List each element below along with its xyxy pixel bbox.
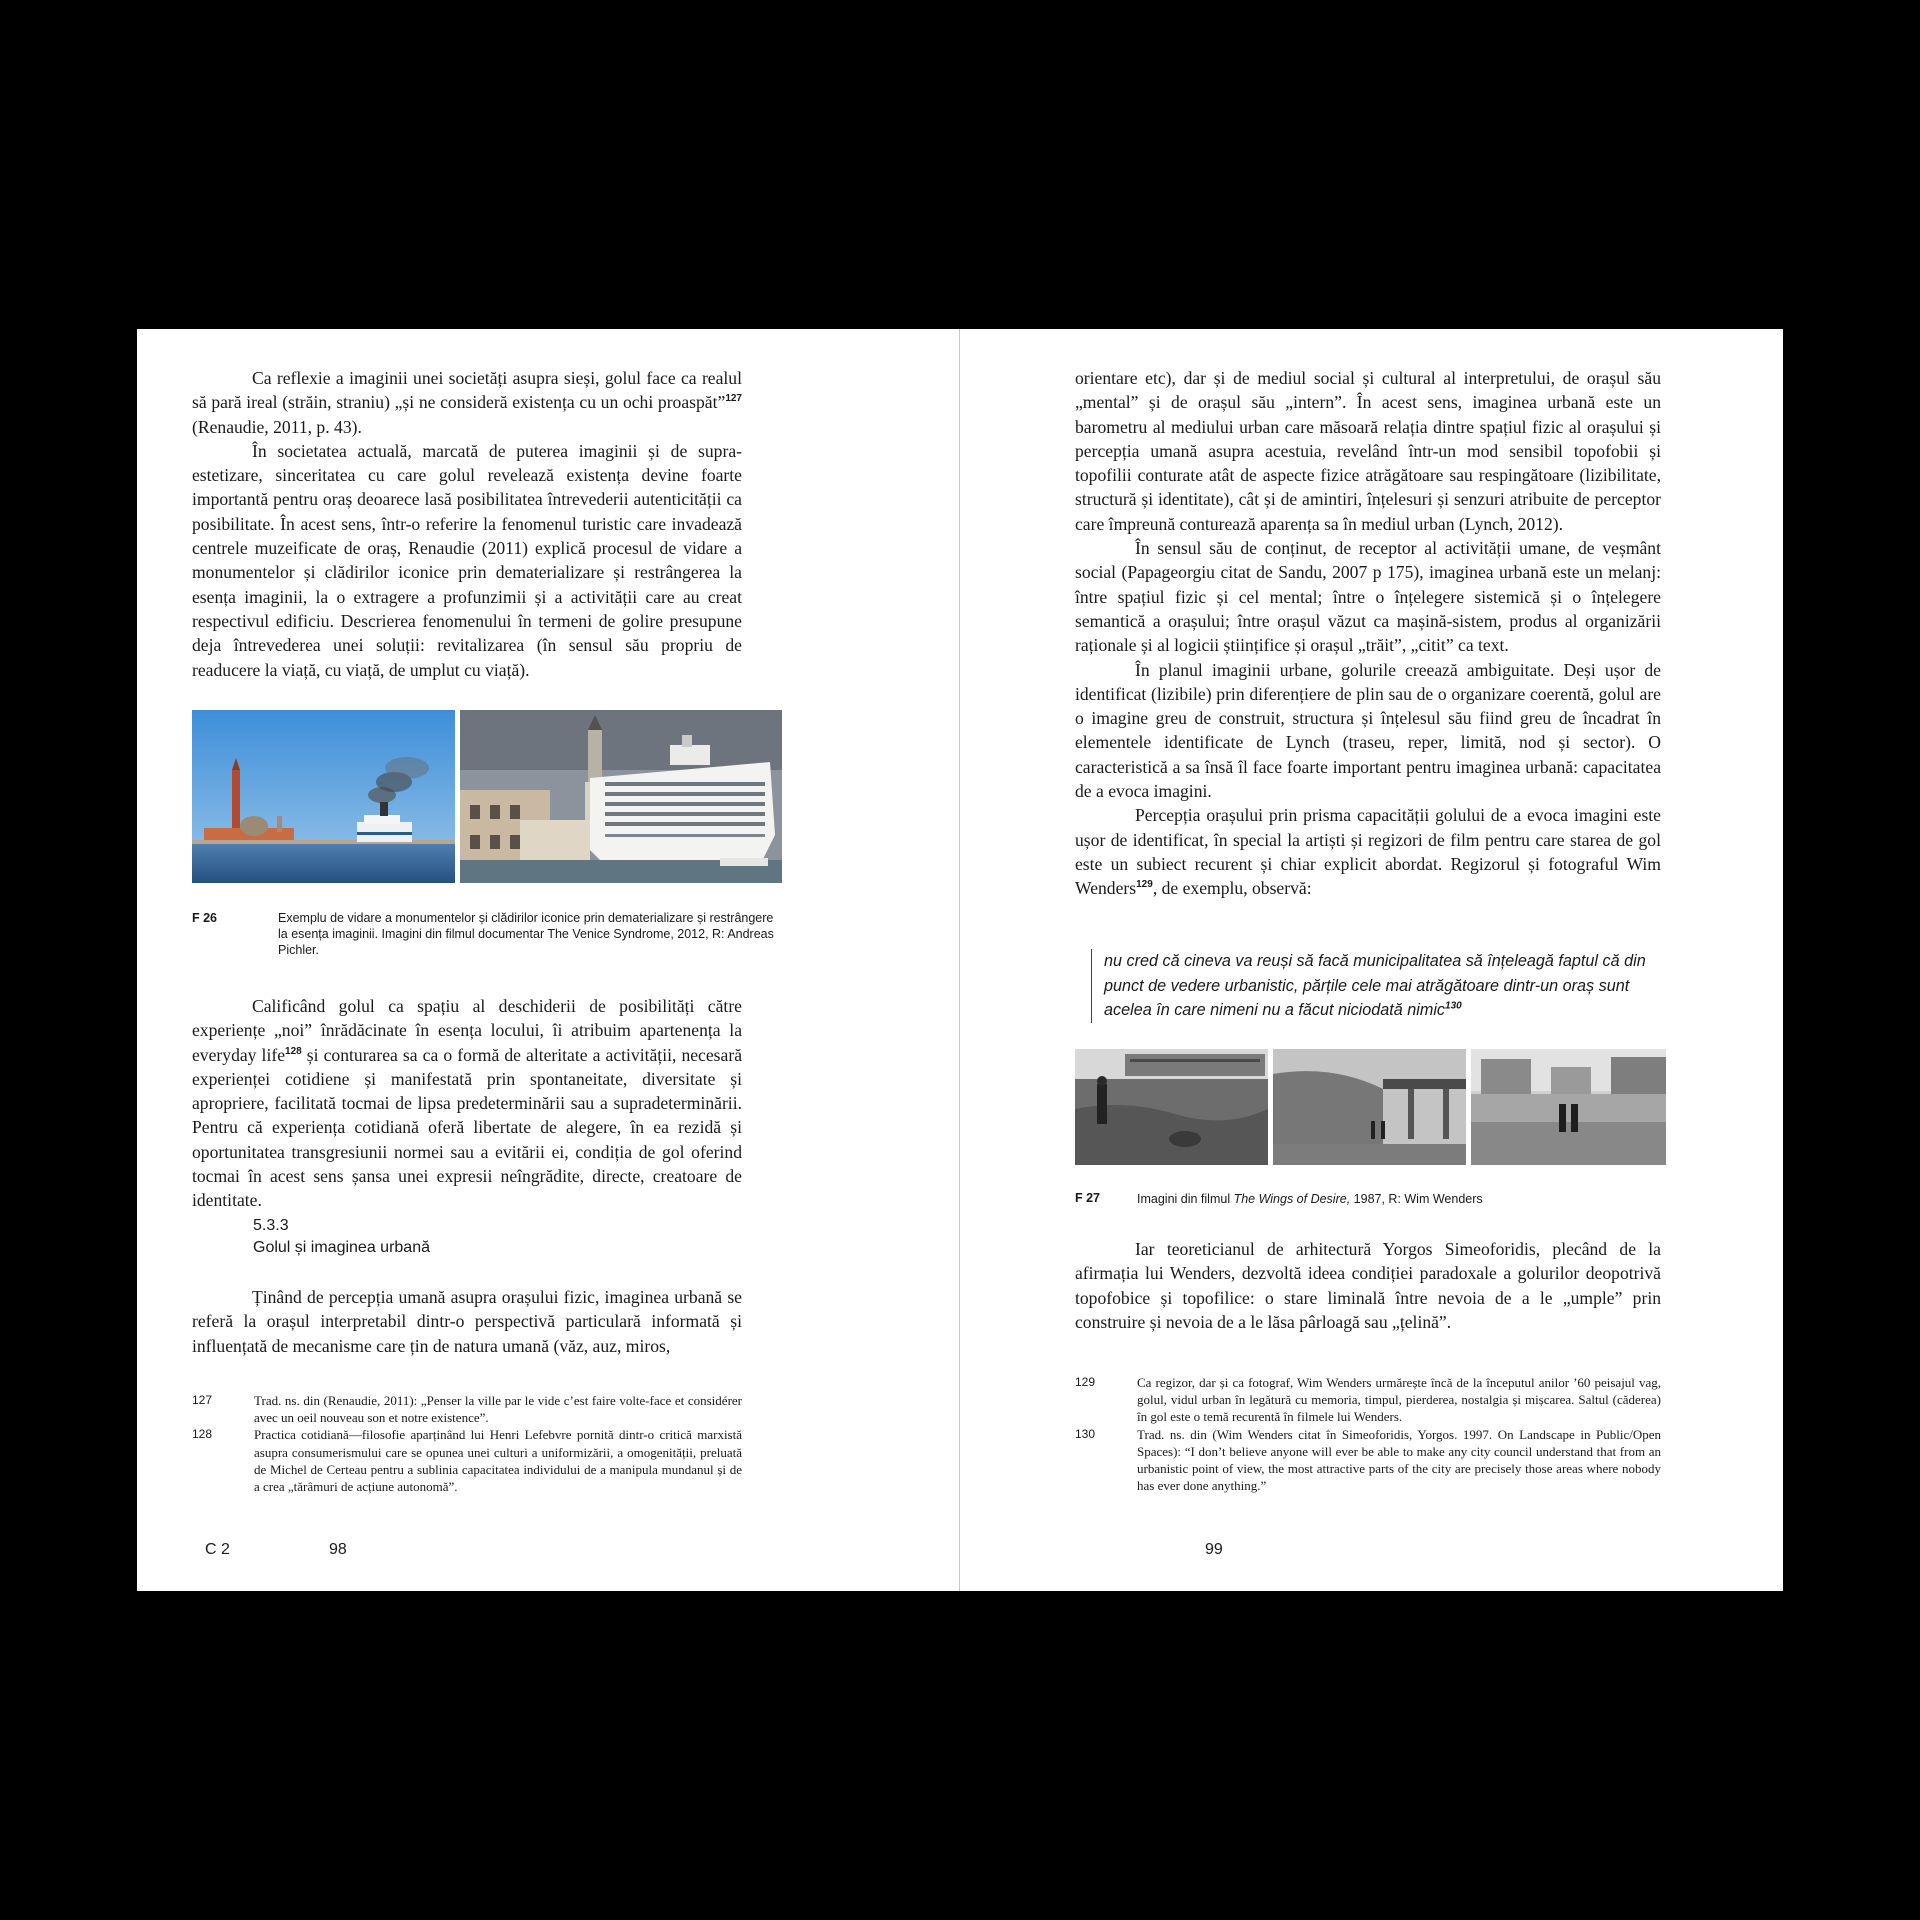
footnote-ref[interactable]: 127 — [725, 393, 742, 405]
section-title: Golul și imaginea urbană — [253, 1239, 430, 1256]
figure-caption: Imagini din filmul The Wings of Desire, 1987, R: Wim Wenders — [1137, 1192, 1483, 1206]
paragraph: Percepția orașului prin prisma capacității golului de a evoca imagini este ușor de identificat, în special la artiști și regizori de film pentru care starea de gol este un subiect recurent și chiar explicit abordat. Regizorul și fotograful Wim Wenders$^{129}$, de exemplu, observă: — [1075, 805, 1661, 899]
paragraph: În sensul său de conținut, de receptor al activității umane, de veșmânt social (Papageorgiu citat de Sandu, 2007 p 175), imaginea urbană este un melanj: între spațiul fizic și cel mental; între o înțelegere sistemică și o înțelegere semantică a orașului; între orașul văzut ca mașină-sistem, produs al organizării raționale și al logicii științifice și orașul „trăit”, „citit” ca text. — [1075, 538, 1661, 656]
venice-skyline-photo — [192, 710, 455, 883]
figure-label: F 27 — [1075, 1191, 1101, 1205]
paragraph: Ca reflexie a imaginii unei societăți asupra sieși, golul face ca realul să pară ireal (străin, straniu) „și ne consideră existența cu un ochi proaspăt”$^{127}$ (Renaudie, 2011, p. 43). — [192, 368, 742, 437]
footnote-ref[interactable]: 130 — [1445, 1000, 1462, 1012]
page-number: 98 — [329, 1541, 347, 1558]
footnote-number: 127 — [192, 1393, 213, 1407]
section-heading — [253, 1215, 430, 1259]
paragraph: În societatea actuală, marcată de puterea imaginii și de supra-estetizare, sinceritatea cu care golul revelează existența devine foarte importantă pentru oraș deoarece lasă posibilitatea întrevederii autenticității ca posibilitate. În acest sens, într-o referire la fenomenul turistic care invadează centrele muzeificate de oraș, Renaudie (2011) explică procesul de vidare a monumentelor și clădirilor iconice prin dematerializare și restrângerea la esența imaginii, la o extragere a profunzimii și a activității care au creat respectivul edificiu. Descrierea fenomenului în termeni de golire presupune deja întrevederea unei soluții: revitalizarea (în sensul său propriu de readucere la viață, cu viață, de umplut cu viață). — [192, 440, 742, 680]
right-body-text-1 — [1075, 366, 1661, 901]
wings-of-desire-photo-1 — [1075, 1049, 1268, 1165]
paragraph: Calificând golul ca spațiu al deschiderii de posibilități către experiențe „noi” înrădăcinate în esența locului, îi atribuim apartenența la everyday life$^{128}$ și conturarea sa ca o formă de alteritate a activității, necesară experienței cotidiene și manifestată prin spontaneitate, diversitate și apropriere, facilitată tocmai de lipsa predeterminării sau a supradeterminării. Pentru că experiența cotidiană oferă libertate de alegere, în ea rezidă și oportunitatea transgresiunii normei sau a evitării ei, condiția de gol oferind tocmai în acest sens șansa unei expresii neîngrădite, directe, creatoare de identitate. — [192, 996, 743, 1211]
wings-of-desire-photo-3 — [1471, 1049, 1666, 1165]
paragraph: În planul imaginii urbane, golurile creează ambiguitate. Deși ușor de identificat (lizibile) prin diferențiere de plin sau de o organizare coerentă, golul are o imagine greu de construit, structura și înțelesul său fiind greu de încadrat în elementele identificate de Lynch (traseu, reper, limită, nod și sector). O caracteristică a sa însă îl face foarte important pentru imaginea urbană: capacitatea de a evoca imagini. — [1075, 659, 1661, 802]
right-page — [960, 329, 1783, 1591]
chapter-marker: C 2 — [205, 1541, 230, 1558]
footnote-ref[interactable]: 129 — [1136, 879, 1153, 891]
left-body-text-3 — [192, 1285, 742, 1358]
paragraph: orientare etc), dar și de mediul social și cultural al interpretului, de orașul său „mental” și de orașul său „intern”. În acest sens, imaginea urbană este un barometru al mediului urban care măsoară relația dintre spațiul fizic al orașului și percepția umană asupra acestuia, revelând într-un mod sensibil topofobii și topofilii conturate atât de aspecte fizice atrăgătoare sau respingătoare (lizibilitate, structură și identitate), cât și de amintiri, înțelesuri și senzuri atribuite de perceptor care împreună conturează aparența sa în mediul urban (Lynch, 2012). — [1075, 368, 1661, 534]
left-page — [137, 329, 959, 1591]
footnote-number: 129 — [1075, 1375, 1096, 1389]
footnote: 129 Ca regizor, dar și ca fotograf, Wim Wenders urmărește încă de la începutul anilor ’60 peisajul vag, golul, vidul urban în legătură cu memoria, timpul, pierderea, nostalgia și mișcarea. Saltul (căderea) în gol este o temă recurentă în filmele lui Wenders. — [1075, 1375, 1661, 1425]
left-body-text-2 — [192, 994, 742, 1213]
left-footnotes — [192, 1392, 742, 1495]
venice-cruise-ship-photo — [460, 710, 782, 883]
footnote-number: 130 — [1075, 1426, 1096, 1441]
paragraph: Ținând de percepția umană asupra orașului fizic, imaginea urbană se referă la orașul interpretabil dintr-o perspectivă particulară informată și influențată de mecanisme care țin de natura umană (văz, auz, miros, — [192, 1287, 742, 1356]
footnote-number: 128 — [192, 1427, 213, 1442]
footnote-ref[interactable]: 128 — [285, 1045, 302, 1057]
page-number: 99 — [1205, 1541, 1223, 1558]
right-footnotes — [1075, 1374, 1661, 1494]
section-number: 5.3.3 — [253, 1217, 289, 1234]
footnote: 130 Trad. ns. din (Wim Wenders citat în Simeoforidis, Yorgos. 1997. On Landscape in Public/Open Spaces): “I don’t believe anyone will ever be able to make any city council understand that from an urbanistic point of view, the most attractive parts of the city are precisely those areas where nobody has ever done anything.” — [1075, 1426, 1661, 1494]
book-spread — [137, 329, 1783, 1591]
figure-label: F 26 — [192, 911, 218, 925]
footnote: 127 Trad. ns. din (Renaudie, 2011): „Penser la ville par le vide c’est faire volte-face et considérer avec un oeil nouveau son et notre existence”. — [192, 1393, 742, 1426]
footnote: 128 Practica cotidiană—filosofie aparținând lui Henri Lefebvre pornită dintr-o critică marxistă asupra consumerismului care se opunea unei culturi a uniformizării, a omogenității, preluată de Michel de Certeau pentru a sublinia capacitatea individului de a manipula mundanul și de a crea „tărâmuri de acțiune autonomă”. — [192, 1427, 742, 1495]
wings-of-desire-photo-2 — [1273, 1049, 1466, 1165]
figure-caption: Exemplu de vidare a monumentelor și clădirilor iconice prin dematerializare și restrângere la esența imaginii. Imagini din filmul documentar The Venice Syndrome, 2012, R: Andreas Pichler. — [278, 911, 774, 957]
right-body-text-2 — [1075, 1237, 1661, 1334]
left-body-text-1 — [192, 366, 742, 682]
block-quote: nu cred că cineva va reuși să facă municipalitatea să înțeleagă faptul că din punct de vedere urbanistic, părțile cele mai atrăgătoare dintr-un oraș sunt acelea în care nimeni nu a făcut niciodată nimic$^{130}$ — [1091, 949, 1651, 1023]
paragraph: Iar teoreticianul de arhitectură Yorgos Simeoforidis, plecând de la afirmația lui Wenders, dezvoltă ideea condiției paradoxale a golurilor deopotrivă topofobice și topofilice: o stare liminală între nevoia de a le „umple” prin construire și nevoia de a le lăsa pârloagă sau „țelină”. — [1075, 1239, 1661, 1332]
